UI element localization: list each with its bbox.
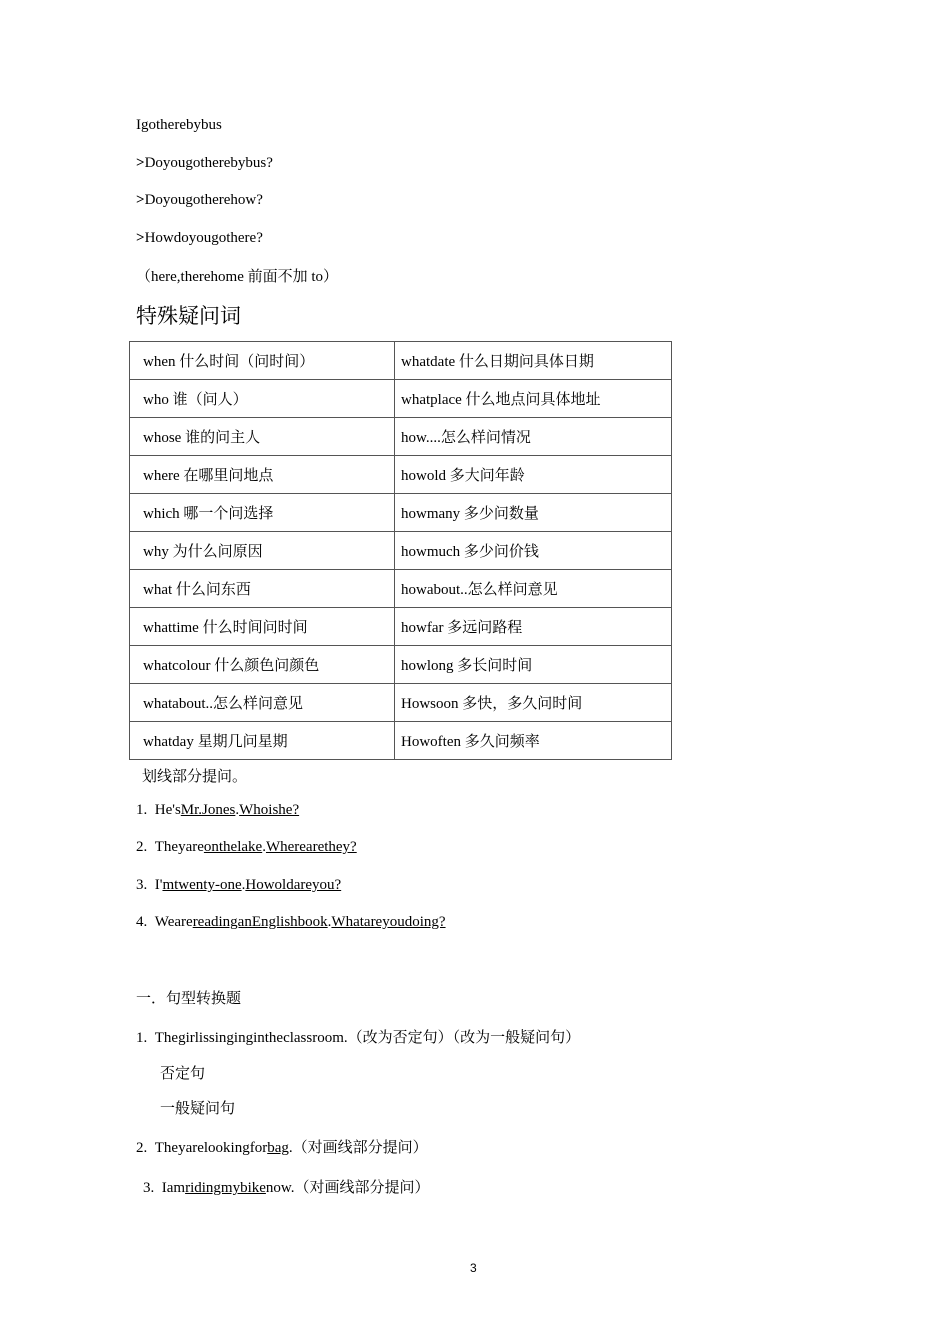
- list-item: 3. I'mtwenty-one.Howoldareyou?: [136, 877, 342, 893]
- list-item: 1. He'sMr.Jones.Whoishe?: [136, 802, 300, 818]
- table-cell-left: whattime 什么时间问时间: [130, 608, 395, 646]
- table-row: [130, 722, 672, 760]
- table-cell-left: where 在哪里问地点: [130, 456, 395, 494]
- question-words-table: [129, 341, 672, 760]
- table-row: [130, 684, 672, 722]
- table-cell-right: how....怎么样问情况: [395, 418, 672, 456]
- table-cell-left: which 哪一个问选择: [130, 494, 395, 532]
- intro-line-1: Igotherebybus: [136, 117, 222, 133]
- table-row: [130, 380, 672, 418]
- arrow-marker: >: [136, 230, 145, 246]
- exercise-2: 2. Theyarelookingforbag.（对画线部分提问）: [136, 1140, 428, 1156]
- underline-section-title: 划线部分提问。: [142, 769, 248, 785]
- table-row: [130, 342, 672, 380]
- table-row: [130, 418, 672, 456]
- table-row: [130, 494, 672, 532]
- arrow-marker: >: [136, 192, 145, 208]
- table-cell-right: Howoften 多久问频率: [395, 722, 672, 760]
- intro-line-4: >Howdoyougothere?: [136, 230, 263, 246]
- table-cell-right: howabout..怎么样问意见: [395, 570, 672, 608]
- exercise-1: 1. Thegirlissingingintheclassroom.（改为否定句）（改为一般疑问句）: [136, 1030, 581, 1046]
- arrow-marker: >: [136, 155, 145, 171]
- list-item: 2. Theyareonthelake.Wherearethey?: [136, 839, 357, 855]
- table-row: [130, 608, 672, 646]
- table-cell-left: when 什么时间（问时间）: [130, 342, 395, 380]
- table-cell-left: whose 谁的问主人: [130, 418, 395, 456]
- page-number: 3: [470, 1261, 477, 1275]
- table-row: [130, 532, 672, 570]
- table-cell-left: why 为什么问原因: [130, 532, 395, 570]
- table-cell-left: whatabout..怎么样问意见: [130, 684, 395, 722]
- section-heading: 特殊疑问词: [136, 304, 241, 328]
- table-cell-right: Howsoon 多快，多久问时间: [395, 684, 672, 722]
- table-cell-right: howmany 多少问数量: [395, 494, 672, 532]
- table-row: [130, 456, 672, 494]
- table-cell-left: what 什么问东西: [130, 570, 395, 608]
- table-cell-right: whatplace 什么地点问具体地址: [395, 380, 672, 418]
- exercise-1-general: 一般疑问句: [160, 1101, 236, 1117]
- table-cell-left: who 谁（问人）: [130, 380, 395, 418]
- intro-line-3: >Doyougotherehow?: [136, 192, 263, 208]
- table-cell-right: howfar 多远问路程: [395, 608, 672, 646]
- table-cell-left: whatday 星期几问星期: [130, 722, 395, 760]
- table-cell-right: howold 多大问年龄: [395, 456, 672, 494]
- intro-note: （here,therehome 前面不加 to）: [136, 269, 339, 285]
- intro-line-2: >Doyougotherebybus?: [136, 155, 273, 171]
- list-item: 4. WearereadinganEnglishbook.Whatareyoudoing?: [136, 914, 446, 930]
- exercise-3: 3. Iamridingmybikenow.（对画线部分提问）: [143, 1180, 430, 1196]
- table-cell-right: howlong 多长问时间: [395, 646, 672, 684]
- table-cell-right: howmuch 多少问价钱: [395, 532, 672, 570]
- table-row: [130, 646, 672, 684]
- section-1-title: 一．句型转换题: [136, 991, 242, 1007]
- table-row: [130, 570, 672, 608]
- table-cell-right: whatdate 什么日期问具体日期: [395, 342, 672, 380]
- exercise-1-negative: 否定句: [160, 1066, 206, 1082]
- table-cell-left: whatcolour 什么颜色问颜色: [130, 646, 395, 684]
